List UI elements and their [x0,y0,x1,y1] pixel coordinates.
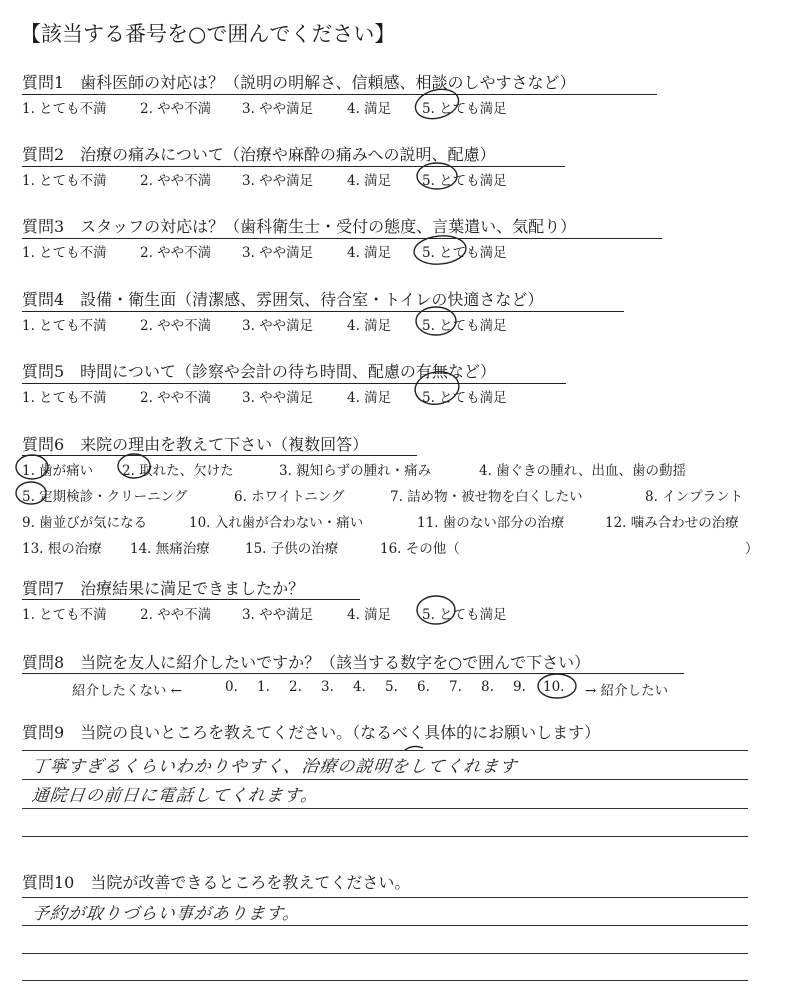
question-5-title: 質問5 時間について（診察や会計の待ち時間、配慮の有無など） [22,362,496,381]
question-8-underline [22,673,684,674]
q6-row-3 [22,511,739,531]
q8-option-1[interactable]: 1. [257,679,270,695]
question-6-title: 質問6 来院の理由を教えて下さい（複数回答） [22,435,369,454]
q7-option-4[interactable]: 4. 満足 [347,607,392,623]
question-6-underline [22,455,417,456]
q1-option-2[interactable]: 2. やや不満 [140,101,212,117]
q6-option-12[interactable]: 12. 噛み合わせの治療 [605,515,739,531]
q6-option-4[interactable]: 4. 歯ぐきの腫れ、出血、歯の動揺 [479,463,686,479]
q4-option-4[interactable]: 4. 満足 [347,318,392,334]
q6-option-5[interactable]: 5. 定期検診・クリーニング [22,489,188,505]
q6-option-3[interactable]: 3. 親知らずの腫れ・痛み [279,463,432,479]
q6-option-15[interactable]: 15. 子供の治療 [245,541,339,557]
question-4-underline [22,311,624,312]
q9-answer-line [22,836,748,837]
q8-option-4[interactable]: 4. [353,679,366,695]
question-3-title: 質問3 スタッフの対応は？（歯科衛生士・受付の態度、言葉遣い、気配り） [22,217,577,236]
q8-scale-left-label: 紹介したくない ← [72,683,183,699]
q8-option-5[interactable]: 5. [385,679,398,695]
q2-option-4[interactable]: 4. 満足 [347,173,392,189]
q8-option-8[interactable]: 8. [481,679,494,695]
q8-scale-numbers [225,679,583,695]
q8-option-9[interactable]: 9. [513,679,526,695]
q10-answer-line [22,953,748,954]
q6-row-2 [22,485,743,505]
q2-option-1[interactable]: 1. とても不満 [22,173,107,189]
q8-option-3[interactable]: 3. [321,679,334,695]
q6-option-13[interactable]: 13. 根の治療 [22,541,102,557]
q6-row-4 [22,537,460,557]
q10-answer-line [22,980,748,981]
q6-option-8[interactable]: 8. インプラント [645,489,744,505]
question-4-options [22,314,507,334]
question-7-options [22,603,507,623]
q5-option-4[interactable]: 4. 満足 [347,390,392,406]
q3-option-3[interactable]: 3. やや満足 [242,245,314,261]
question-10-title: 質問10 当院が改善できるところを教えてください。 [22,873,411,892]
question-1-options [22,97,507,117]
question-7-title: 質問7 治療結果に満足できましたか？ [22,579,305,598]
q4-option-5[interactable]: 5. とても満足 [422,318,507,334]
q6-option-14[interactable]: 14. 無痛治療 [130,541,210,557]
q6-option-1[interactable]: 1. 歯が痛い [22,463,94,479]
question-3-underline [22,238,662,239]
question-8-title: 質問8 当院を友人に紹介したいですか？（該当する数字を○で囲んで下さい） [22,653,591,672]
question-4-title: 質問4 設備・衛生面（清潔感、雰囲気、待合室・トイレの快適さなど） [22,290,544,309]
question-2-options [22,169,507,189]
q6-option-10[interactable]: 10. 入れ歯が合わない・痛い [189,515,364,531]
q4-option-2[interactable]: 2. やや不満 [140,318,212,334]
q4-option-3[interactable]: 3. やや満足 [242,318,314,334]
q6-row-1 [22,459,686,479]
q10-answer-line [22,925,748,926]
question-5-options [22,386,507,406]
q6-option-2[interactable]: 2. 取れた、欠けた [122,463,234,479]
q7-option-1[interactable]: 1. とても不満 [22,607,107,623]
q1-option-3[interactable]: 3. やや満足 [242,101,314,117]
question-5-underline [22,383,566,384]
q8-option-6[interactable]: 6. [417,679,430,695]
q2-option-3[interactable]: 3. やや満足 [242,173,314,189]
q3-option-4[interactable]: 4. 満足 [347,245,392,261]
page-header: 【該当する番号を○で囲んでください】 [20,22,396,46]
q10-answer-line [22,897,748,898]
q1-option-1[interactable]: 1. とても不満 [22,101,107,117]
q8-option-2[interactable]: 2. [289,679,302,695]
q6-option-16[interactable]: 16. その他（ [380,541,460,557]
q7-option-3[interactable]: 3. やや満足 [242,607,314,623]
q8-scale-right-label: → 紹介したい [585,683,669,699]
q9-answer-line [22,750,748,751]
question-2-title: 質問2 治療の痛みについて（治療や麻酔の痛みへの説明、配慮） [22,145,496,164]
q3-option-1[interactable]: 1. とても不満 [22,245,107,261]
q6-other-close-paren: ） [745,541,759,557]
q5-option-1[interactable]: 1. とても不満 [22,390,107,406]
q9-answer-line [22,808,748,809]
q6-option-9[interactable]: 9. 歯並びが気になる [22,515,148,531]
q3-option-2[interactable]: 2. やや不満 [140,245,212,261]
q8-option-10[interactable]: 10. [543,679,565,695]
question-9-title: 質問9 当院の良いところを教えてください。（なるべく具体的にお願いします） [22,723,601,742]
q2-option-2[interactable]: 2. やや不満 [140,173,212,189]
question-1-title: 質問1 歯科医師の対応は？（説明の明解さ、信頼感、相談のしやすさなど） [22,73,576,92]
question-2-underline [22,166,565,167]
q8-option-7[interactable]: 7. [449,679,462,695]
q7-option-5[interactable]: 5. とても満足 [422,607,507,623]
q4-option-1[interactable]: 1. とても不満 [22,318,107,334]
q1-option-5[interactable]: 5. とても満足 [422,101,507,117]
q6-option-11[interactable]: 11. 歯のない部分の治療 [417,515,565,531]
q10-handwritten-answer-1: 予約が取りづらい事があります。 [30,904,302,924]
q6-option-7[interactable]: 7. 詰め物・被せ物を白くしたい [390,489,583,505]
q5-option-2[interactable]: 2. やや不満 [140,390,212,406]
question-3-options [22,241,507,261]
q9-handwritten-answer-1: 丁寧すぎるくらいわかりやすく、治療の説明をしてくれます [30,757,519,777]
q9-handwritten-answer-2: 通院日の前日に電話してくれます。 [30,786,320,806]
q7-option-2[interactable]: 2. やや不満 [140,607,212,623]
q1-option-4[interactable]: 4. 満足 [347,101,392,117]
q8-option-0[interactable]: 0. [225,679,238,695]
question-7-underline [22,599,360,600]
question-1-underline [22,94,657,95]
q5-option-3[interactable]: 3. やや満足 [242,390,314,406]
q9-answer-line [22,779,748,780]
q6-option-6[interactable]: 6. ホワイトニング [234,489,345,505]
q2-option-5[interactable]: 5. とても満足 [422,173,507,189]
q5-option-5[interactable]: 5. とても満足 [422,390,507,406]
q3-option-5[interactable]: 5. とても満足 [422,245,507,261]
